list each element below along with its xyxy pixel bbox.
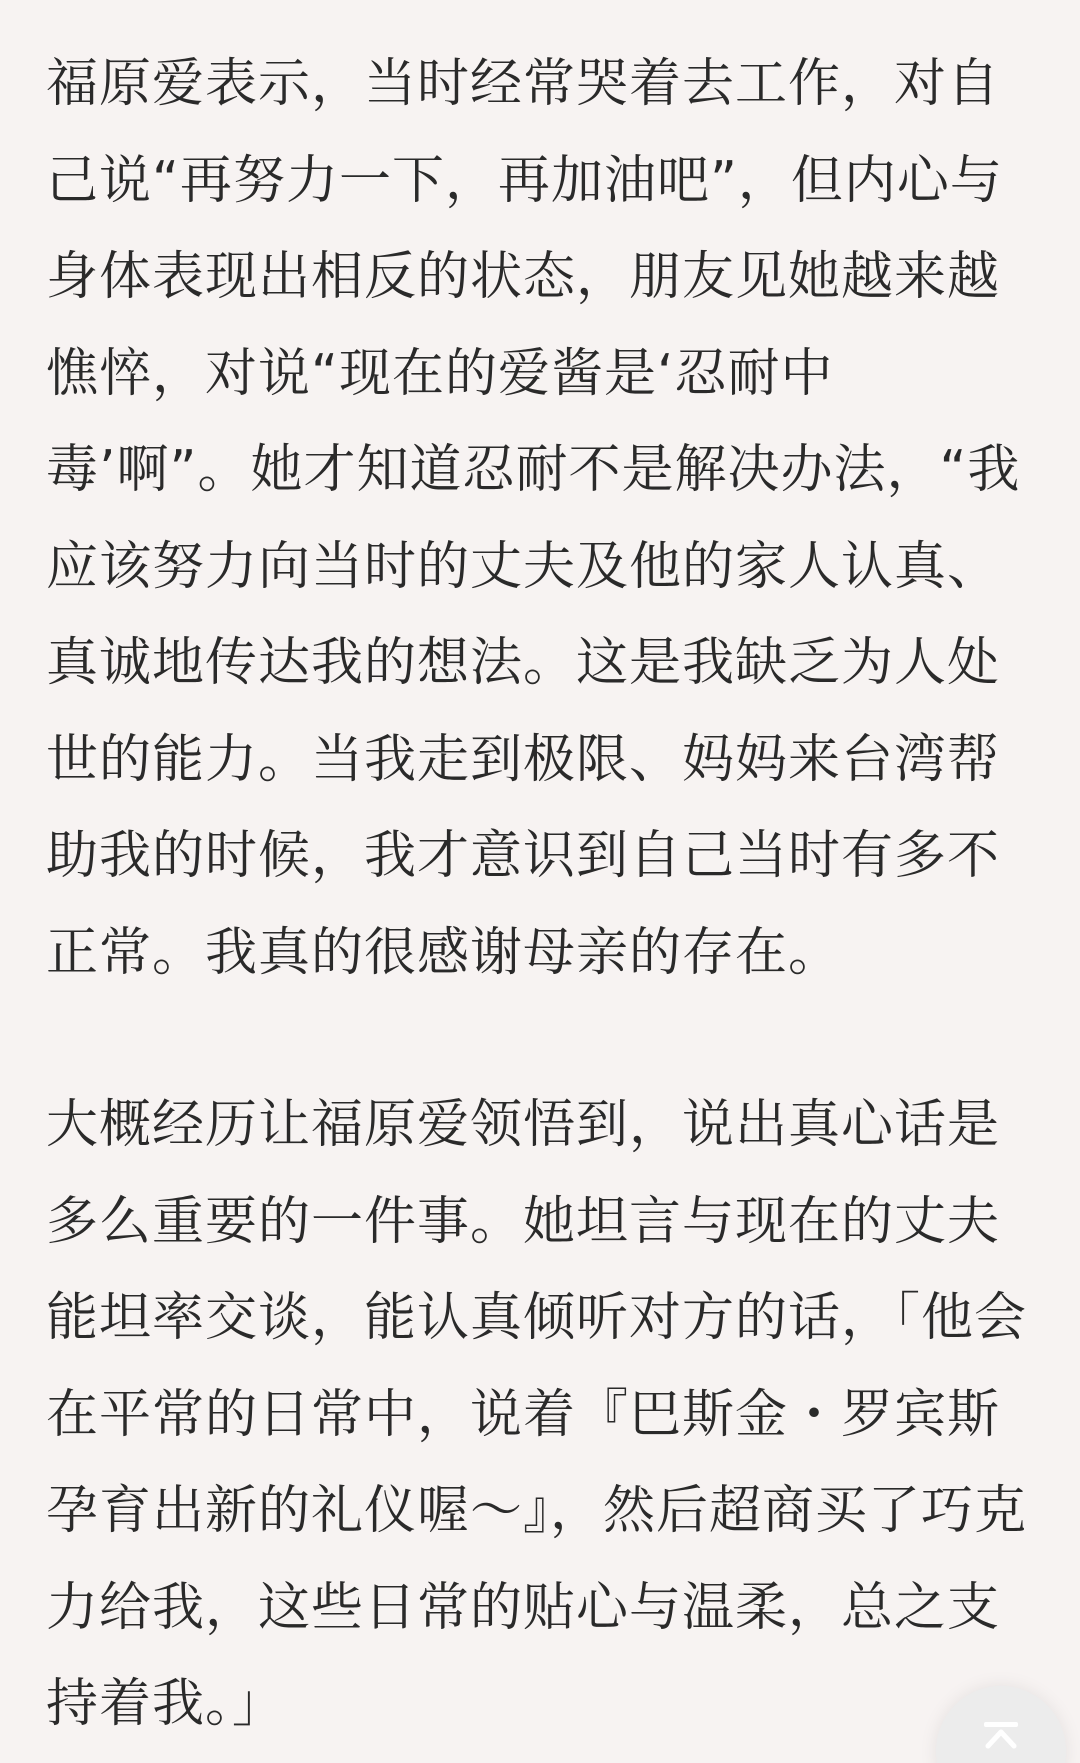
scroll-top-icon — [980, 1716, 1022, 1758]
paragraph-spacer — [46, 1001, 1036, 1077]
article-paragraph-2: 大概经历让福原爱领悟到，说出真心话是多么重要的一件事。她坦言与现在的丈夫能坦率交谈，能认真倾听对方的话，「他会在平常的日常中，说着『巴斯金・罗宾斯孕育出新的礼仪喔～』，然后超商买了巧克力给我，这些日常的贴心与温柔，总之支持着我。」 — [46, 1095, 1028, 1734]
article-body — [46, 36, 1036, 1753]
article-paragraph-1: 福原爱表示，当时经常哭着去工作，对自己说“再努力一下，再加油吧”，但内心与身体表现出相反的状态，朋友见她越来越憔悴，对说“现在的爱酱是‘忍耐中毒’啊”。她才知道忍耐不是解决办法，“我应该努力向当时的丈夫及他的家人认真、真诚地传达我的想法。这是我缺乏为人处世的能力。当我走到极限、妈妈来台湾帮助我的时候，我才意识到自己当时有多不正常。我真的很感谢母亲的存在。 — [46, 54, 1021, 983]
